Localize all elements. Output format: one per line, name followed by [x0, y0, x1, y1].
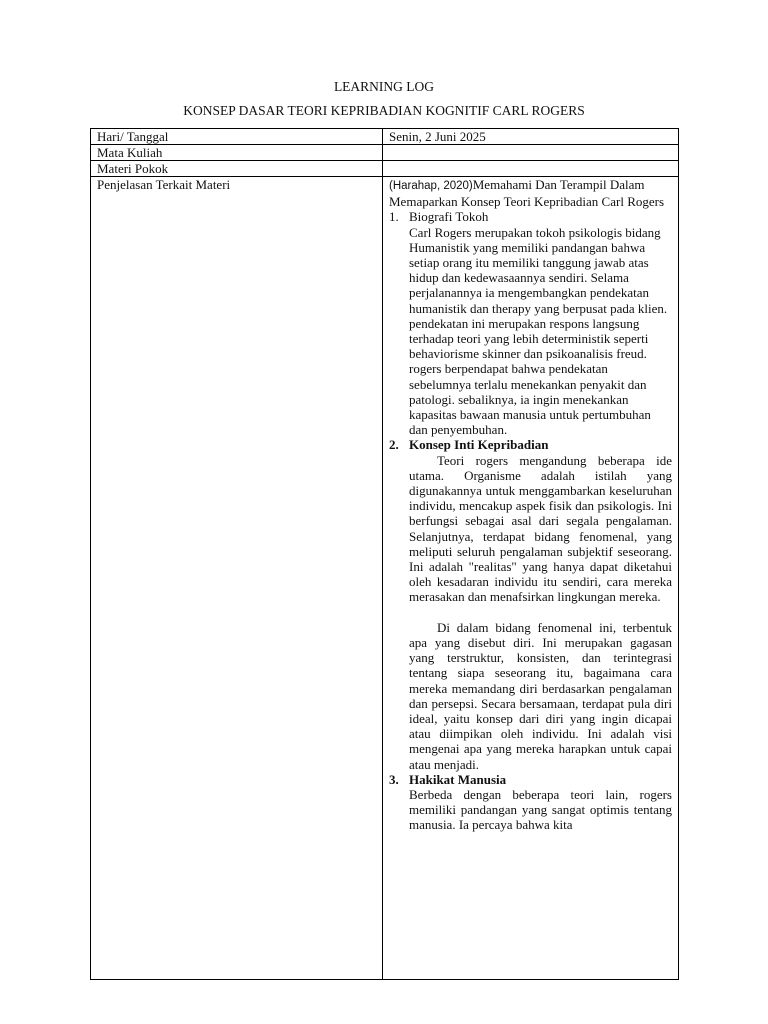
document-subtitle: KONSEP DASAR TEORI KEPRIBADIAN KOGNITIF CARL ROGERS: [183, 103, 585, 118]
section-paragraph: Berbeda dengan beberapa teori lain, rogers memiliki pandangan yang sangat optimis tentang manusia. Ia percaya bahwa kita: [409, 786, 672, 833]
section-paragraph: Teori rogers mengandung beberapa ide utama. Organisme adalah istilah yang digunakannya untuk menggambarkan keseluruhan individu, mencakup aspek fisik dan psikologis. Ini berfungsi sebagai asal dari segala pengalaman. Selanjutnya, terdapat bidang fenomenal, yang meliputi seluruh pengalaman subjektif seseorang. Ini adalah "realitas" yang hanya dapat diketahui oleh kesadaran individu itu sendiri, cara mereka merasakan dan menafsirkan lingkungan mereka.: [409, 452, 672, 605]
section-paragraph: Carl Rogers merupakan tokoh psikologis bidang Humanistik yang memiliki pandangan bahwa setiap orang itu memiliki tanggung jawab atas hidup dan kedewasaannya sendiri. Selama perjalanannya ia mengembangkan pendekatan humanistik dan therapy yang berpusat pada klien. pendekatan ini merupakan respons langsung terhadap teori yang lebih deterministik seperti behaviorisme skinner dan psikoanalisis freud. rogers berpendapat bahwa pendekatan sebelumnya terlalu menekankan penyakit dan patologi. sebaliknya, ia ingin menekankan kapasitas bawaan manusia untuk pertumbuhan dan penyembuhan.: [409, 224, 668, 438]
section-1: [389, 209, 672, 437]
section-3: [389, 772, 672, 833]
table-row: [91, 129, 679, 145]
citation: (Harahap, 2020): [389, 180, 473, 192]
section-number: 1.: [389, 209, 399, 225]
table-row: [91, 145, 679, 161]
section-number: 3.: [389, 771, 399, 787]
section-paragraph: Di dalam bidang fenomenal ini, terbentuk apa yang disebut diri. Ini merupakan gagasan yang terstruktur, konsisten, dan terintegrasi tentang siapa seseorang itu, bagaimana cara mereka memandang diri berdasarkan pengalaman dan persepsi. Secara bersamaan, terdapat pula diri ideal, yaitu konsep dari diri yang ingin dicapai atau diimpikan oleh individu. Ini adalah visi mengenai apa yang mereka harapkan untuk capai atau menjadi.: [409, 619, 672, 772]
row-value-hari-tanggal: Senin, 2 Juni 2025: [383, 129, 679, 145]
materi-content-cell: [383, 177, 679, 980]
section-number: 2.: [389, 437, 399, 453]
section-heading: Konsep Inti Kepribadian: [409, 437, 549, 453]
row-value-materi-pokok: [383, 161, 679, 177]
row-label-penjelasan: Penjelasan Terkait Materi: [91, 177, 383, 980]
section-2: [389, 437, 672, 771]
materi-intro: [389, 177, 672, 209]
row-label-hari-tanggal: Hari/ Tanggal: [91, 129, 383, 145]
document-title: LEARNING LOG: [333, 79, 435, 94]
section-heading: Biografi Tokoh: [409, 209, 489, 225]
intro-text: Memahami Dan Terampil Dalam Memaparkan Konsep Teori Kepribadian Carl Rogers: [389, 177, 665, 210]
row-label-mata-kuliah: Mata Kuliah: [91, 145, 383, 161]
learning-log-table: [90, 128, 679, 980]
table-row: [91, 161, 679, 177]
row-value-mata-kuliah: [383, 145, 679, 161]
row-label-materi-pokok: Materi Pokok: [91, 161, 383, 177]
table-row: [91, 177, 679, 980]
section-heading: Hakikat Manusia: [409, 771, 507, 787]
